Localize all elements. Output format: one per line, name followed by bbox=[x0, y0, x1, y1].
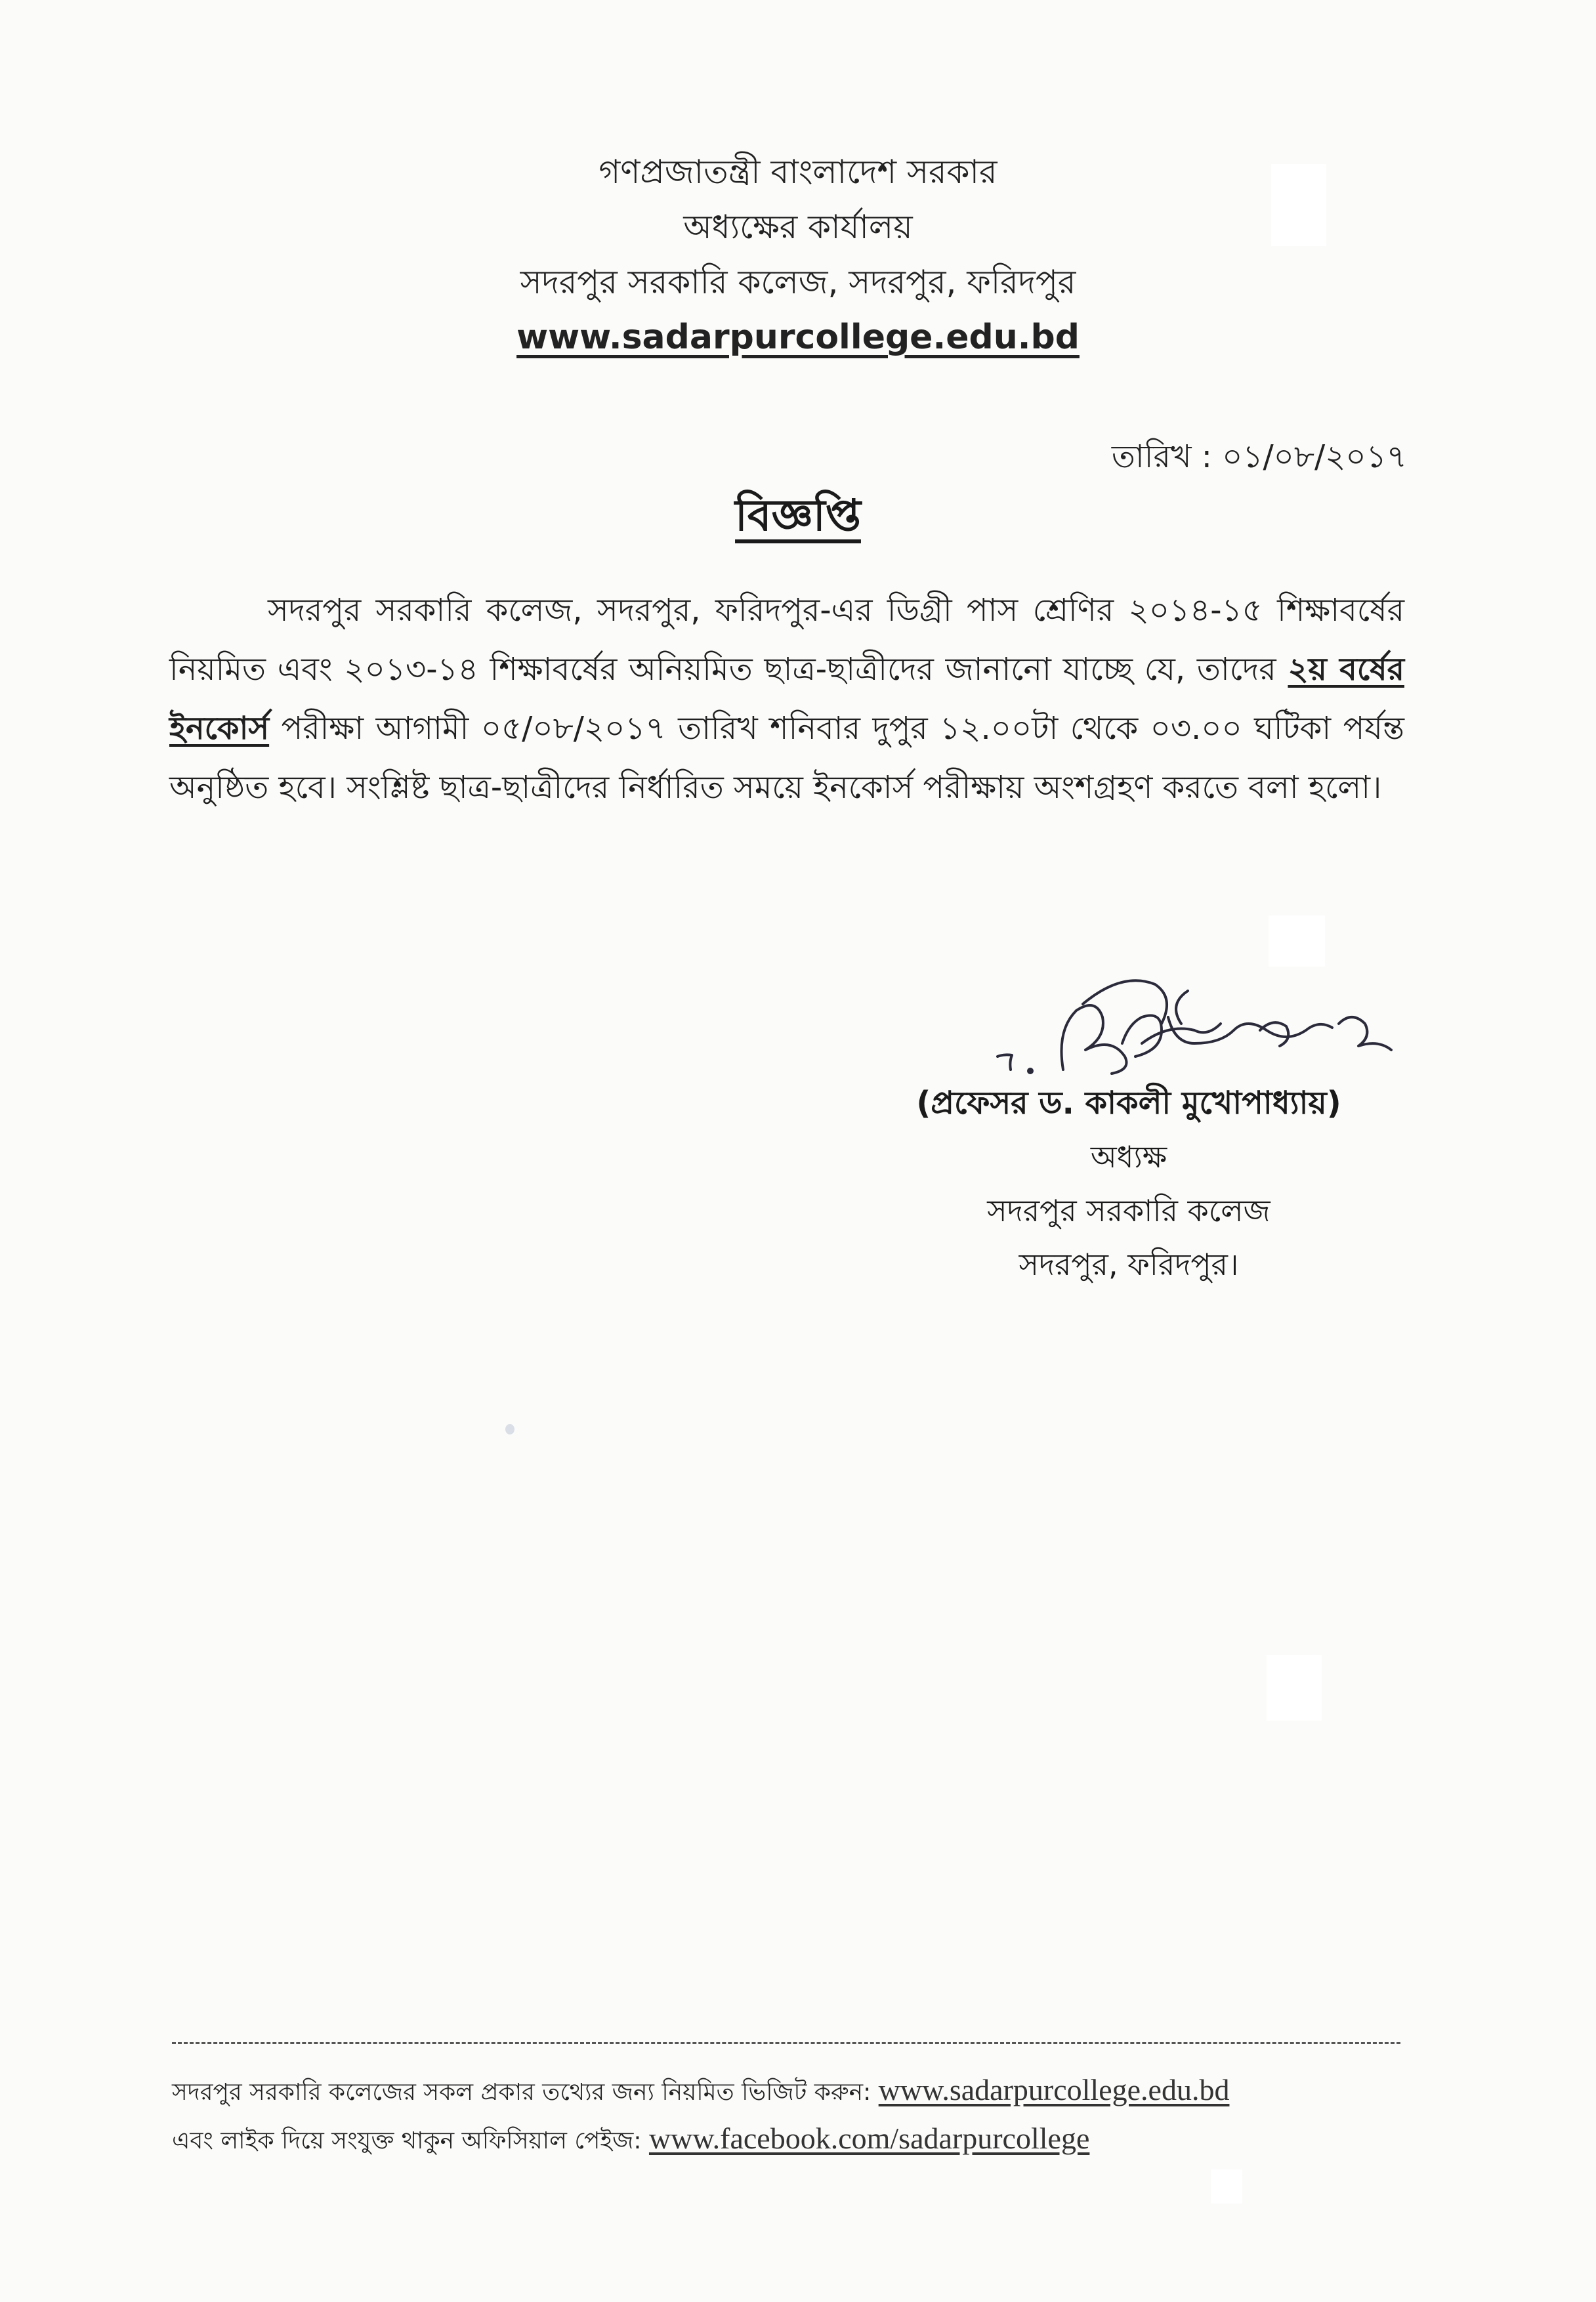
notice-title: বিজ্ঞপ্তি bbox=[735, 490, 861, 541]
handwritten-signature bbox=[984, 945, 1431, 1096]
footer bbox=[172, 2067, 1419, 2164]
footer-line-2 bbox=[172, 2116, 1419, 2164]
notice-body-part2: পরীক্ষা আগামী ০৫/০৮/২০১৭ তারিখ শনিবার দুপুর ১২.০০টা থেকে ০৩.০০ ঘটিকা পর্যন্ত অনুষ্ঠিত হবে। সংশ্লিষ্ট ছাত্র-ছাত্রীদের নির্ধারিত সময়ে ইনকোর্স পরীক্ষায় অংশগ্রহণ করতে বলা হলো। bbox=[169, 710, 1405, 806]
signatory-designation: অধ্যক্ষ bbox=[1090, 1139, 1167, 1175]
office-name: অধ্যক্ষের কার্যালয় bbox=[683, 208, 913, 246]
footer-like-text: এবং লাইক দিয়ে সংযুক্ত থাকুন অফিসিয়াল পেইজ: bbox=[172, 2127, 642, 2154]
letterhead bbox=[0, 144, 1596, 365]
footer-website-link[interactable]: www.sadarpurcollege.edu.bd bbox=[878, 2073, 1230, 2106]
college-website-link[interactable]: www.sadarpurcollege.edu.bd bbox=[516, 318, 1080, 357]
scan-patch bbox=[1211, 2169, 1242, 2204]
notice-title-wrap bbox=[0, 482, 1596, 555]
notice-date: তারিখ : ০১/০৮/২০১৭ bbox=[1111, 438, 1407, 475]
footer-visit-text: সদরপুর সরকারি কলেজের সকল প্রকার তথ্যের জন্য নিয়মিত ভিজিট করুন: bbox=[172, 2079, 872, 2106]
scan-patch bbox=[1267, 1655, 1322, 1721]
signatory-location: সদরপুর, ফরিদপুর। bbox=[1018, 1247, 1239, 1282]
footer-facebook-link[interactable]: www.facebook.com/sadarpurcollege bbox=[648, 2122, 1090, 2155]
footer-divider bbox=[172, 2042, 1400, 2044]
scan-speck bbox=[505, 1424, 514, 1434]
footer-line-1 bbox=[172, 2067, 1419, 2116]
notice-body-part1: সদরপুর সরকারি কলেজ, সদরপুর, ফরিদপুর-এর ডিগ্রী পাস শ্রেণির ২০১৪-১৫ শিক্ষাবর্ষের নিয়মিত এবং ২০১৩-১৪ শিক্ষাবর্ষের অনিয়মিত ছাত্র-ছাত্রীদের জানানো যাচ্ছে যে, তাদের bbox=[169, 592, 1404, 688]
signatory-name: (প্রফেসর ড. কাকলী মুখোপাধ্যায়) bbox=[916, 1085, 1341, 1121]
notice-body-emphasis: ২য় বর্ষের ইনকোর্স bbox=[169, 651, 1404, 747]
government-name: গণপ্রজাতন্ত্রী বাংলাদেশ সরকার bbox=[598, 153, 998, 191]
signatory-block bbox=[853, 1076, 1404, 1291]
notice-body bbox=[169, 581, 1404, 817]
college-name: সদরপুর সরকারি কলেজ, সদরপুর, ফরিদপুর bbox=[520, 263, 1076, 301]
signatory-institution: সদরপুর সরকারি কলেজ bbox=[987, 1193, 1270, 1228]
